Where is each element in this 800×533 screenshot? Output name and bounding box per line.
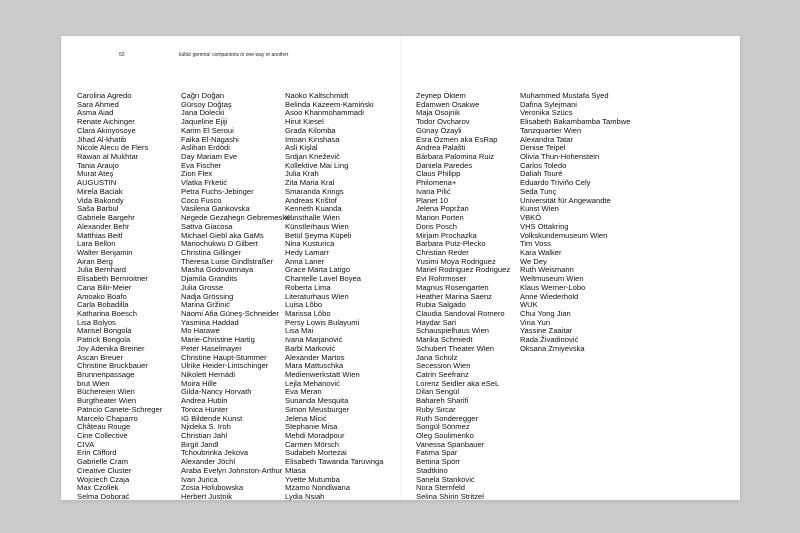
name-entry: Haydar Sari <box>416 317 457 327</box>
name-entry: Persy Lowis Bulayumi <box>285 317 360 327</box>
name-entry: Joy Adenika Breiner <box>77 343 145 353</box>
name-entry: Dafina Sylejmani <box>520 99 577 109</box>
name-entry: Djamila Grandits <box>181 274 238 284</box>
name-entry: Julia Bernhard <box>77 265 126 275</box>
name-entry: Jelena Micić <box>285 413 327 423</box>
name-entry: Mariochukwu D Gilbert <box>181 239 258 249</box>
name-entry: Ruth Sonderegger <box>416 413 479 423</box>
name-entry: Catrin Seefranz <box>416 370 469 379</box>
name-entry: Kunst Wien <box>520 204 559 214</box>
name-entry: Anna Laner <box>285 256 325 266</box>
name-entry: VHS Ottakring <box>520 221 569 231</box>
name-entry: Zeynep Öktem <box>416 91 466 100</box>
name-entry: Yusimi Moya Rodriguez <box>416 256 496 266</box>
name-entry: Eva Fischer <box>181 160 222 170</box>
name-entry: Veronika Szücs <box>520 108 573 118</box>
name-entry: Jaqueline Ejiji <box>181 117 228 127</box>
name-entry: Saša Barbul <box>77 204 119 214</box>
name-entry: Tchoubrinka Jekova <box>181 448 249 458</box>
name-entry: Kunsthalle Wien <box>285 213 340 223</box>
name-entry: Selina Shirin Stritzel <box>416 492 484 502</box>
name-entry: Carmen Mörsch <box>285 439 340 449</box>
name-entry: Hirut Kiesel <box>285 117 324 127</box>
name-entry: Vida Bakondy <box>77 195 124 205</box>
name-entry: Christian Jahl <box>181 431 228 441</box>
name-entry: Hedy Lamarr <box>285 247 329 257</box>
name-entry: Lorenz Seidler aka eSeL <box>416 378 500 388</box>
name-entry: Ascan Breuer <box>77 352 124 362</box>
name-entry: VBKÖ <box>520 213 542 223</box>
page-number: 52 <box>119 52 125 58</box>
name-entry: Anne Wiederhold <box>520 291 579 301</box>
name-entry: Gilda-Nancy Horvath <box>181 387 252 397</box>
name-entry: Zion Flex <box>181 169 213 179</box>
name-entry: Masha Godovannaya <box>181 265 254 275</box>
name-column-3 <box>285 92 384 502</box>
name-entry: Çağrı Doğan <box>181 91 225 100</box>
name-entry: Vanessa Spanbauer <box>416 439 485 449</box>
name-entry: Büchereien Wien <box>77 387 135 397</box>
name-entry: Brunnenpassage <box>77 370 135 379</box>
name-entry: Christine Haupt-Stummer <box>181 352 267 362</box>
name-entry: AUGUSTIN <box>77 178 117 188</box>
name-entry: Mehdi Moradpour <box>285 431 345 441</box>
name-entry: Smaranda Krings <box>285 186 344 196</box>
name-entry: Barbi Marković <box>285 343 336 353</box>
name-entry: Yassine Zaaitar <box>520 326 573 336</box>
name-entry: Marissa Lôbo <box>285 308 331 318</box>
name-entry: Stadtkino <box>416 465 448 475</box>
name-entry: Clara Akinyosoye <box>77 125 136 135</box>
name-entry: Andreas Krištof <box>285 195 337 205</box>
name-entry: Nora Sternfeld <box>416 483 465 493</box>
name-entry: Max Czollek <box>77 483 119 493</box>
name-entry: Bárbara Palomina Ruiz <box>416 152 495 162</box>
name-entry: Christine Bruckbauer <box>77 361 148 371</box>
name-entry: Kara Walker <box>520 247 562 257</box>
name-entry: Jana Dolecki <box>181 108 225 118</box>
name-entry: Mo Harawe <box>181 326 220 336</box>
name-entry: Katharina Boesch <box>77 308 137 318</box>
name-entry: Lisa Bolyos <box>77 317 116 327</box>
name-entry: Marisel Bongola <box>77 326 132 336</box>
name-entry: Todor Ovcharov <box>416 117 470 127</box>
name-entry: Stephanie Misa <box>285 422 338 432</box>
name-entry: Lydia Nsiah <box>285 492 325 502</box>
name-entry: Günay Özayli <box>416 125 462 135</box>
name-entry: Marion Porten <box>416 213 464 223</box>
name-entry: Ivan Jurica <box>181 474 218 484</box>
name-entry: Eduardo Triviño Cely <box>520 178 591 188</box>
name-entry: Burgtheater Wien <box>77 396 137 406</box>
name-entry: Claus Philipp <box>416 169 461 179</box>
name-column-5 <box>520 92 630 354</box>
name-entry: Simon Meusburger <box>285 404 350 414</box>
name-entry: Dilan Sengül <box>416 387 460 397</box>
name-entry: Julia Grosse <box>181 282 224 292</box>
name-entry: Luisa Lôbo <box>285 300 323 310</box>
name-entry: Barbara Putz-Plecko <box>416 239 486 249</box>
name-entry: Rawan al Mukhtar <box>77 152 139 162</box>
name-entry: Vlatka Frketić <box>181 178 227 188</box>
name-entry: Nina Kusturica <box>285 239 335 249</box>
name-entry: Araba Evelyn Johnston-Arthur <box>181 465 283 475</box>
name-entry: Universität für Angewandte <box>520 195 611 205</box>
name-entry: Fatima Spar <box>416 448 458 458</box>
name-entry: Lara Bellon <box>77 239 116 249</box>
name-entry: Songül Sönmez <box>416 422 470 432</box>
name-entry: Creative Cluster <box>77 465 132 475</box>
name-entry: Mirjam Prochazka <box>416 230 477 240</box>
name-entry: Ivana Pilić <box>416 186 451 196</box>
name-entry: Negede Gezahegn Gebremeskel <box>181 213 293 223</box>
name-entry: Murat Ateş <box>77 169 114 179</box>
name-entry: Literaturhaus Wien <box>285 291 349 301</box>
name-entry: Olivia Thun-Hohenstein <box>520 152 600 162</box>
name-entry: Yvette Mutumba <box>285 474 340 484</box>
name-entry: Sunanda Mesquita <box>285 396 349 406</box>
name-entry: Sara Ahmed <box>77 99 119 109</box>
name-entry: Planet 10 <box>416 195 449 205</box>
name-entry: Cine Collective <box>77 431 128 441</box>
name-entry: Château Rouge <box>77 422 131 432</box>
name-entry: Claudia Sandoval Romero <box>416 308 505 318</box>
name-entry: Alexander Martos <box>285 352 345 362</box>
name-entry: Chantelle Lavel Boyea <box>285 274 361 284</box>
name-entry: Julia Krah <box>285 169 319 179</box>
name-entry: Faika El-Nagashi <box>181 134 239 144</box>
name-entry: brut Wien <box>77 378 110 388</box>
name-entry: Coco Fusco <box>181 195 222 205</box>
name-entry: Roberta Lima <box>285 282 331 292</box>
name-entry: Daniela Paredes <box>416 160 473 170</box>
book-spread <box>61 36 740 500</box>
name-entry: Muhammed Mustafa Syed <box>520 91 609 100</box>
name-entry: Mtasa <box>285 465 306 475</box>
name-entry: Christina Gillinger <box>181 247 241 257</box>
name-entry: Magnus Rosengarten <box>416 282 489 292</box>
name-entry: We Dey <box>520 256 547 266</box>
name-entry: Sanela Stanković <box>416 474 475 484</box>
name-column-1 <box>77 92 162 502</box>
name-entry: Moira Hille <box>181 378 217 388</box>
name-entry: Day Mariam Eve <box>181 152 238 162</box>
name-entry: Marcelo Chaparro <box>77 413 138 423</box>
name-entry: Herbert Justnik <box>181 492 233 502</box>
name-entry: Aslihan Erdödi <box>181 143 230 153</box>
name-entry: Secession Wien <box>416 361 471 371</box>
name-entry: Esra Özmen aka EsRap <box>416 134 498 144</box>
name-entry: Alexandra Tatar <box>520 134 574 144</box>
name-entry: Yasmina Haddad <box>181 317 239 327</box>
name-entry: Carla Bobadilla <box>77 300 129 310</box>
name-entry: Ulrike Heider-Lintschinger <box>181 361 269 371</box>
name-entry: Tonica Hunter <box>181 404 228 414</box>
name-entry: Medienwerkstatt Wien <box>285 370 360 379</box>
name-entry: Tim Voss <box>520 239 551 249</box>
name-entry: Schubert Theater Wien <box>416 343 494 353</box>
name-entry: Philomena+ <box>416 178 457 188</box>
name-entry: Volkskundemuseum Wien <box>520 230 608 240</box>
name-entry: Marina Gržinić <box>181 300 230 310</box>
running-title: kültür gemma! companions in one way or another <box>179 52 289 58</box>
name-entry: Nikolett Hernádi <box>181 370 236 379</box>
name-entry: Ivana Marjanović <box>285 335 343 345</box>
name-entry: Denise Teipel <box>520 143 566 153</box>
name-entry: Selma Doborać <box>77 492 130 502</box>
name-entry: Chui Yong Jian <box>520 308 571 318</box>
name-entry: Asli Kişlal <box>285 143 318 153</box>
name-entry: Gabriele Bargehr <box>77 213 135 223</box>
name-entry: Eva Meran <box>285 387 322 397</box>
name-entry: Ruby Sircar <box>416 404 456 414</box>
name-entry: Nicole Alecu de Flers <box>77 143 149 153</box>
name-column-4 <box>416 92 510 502</box>
name-entry: Petra Fuchs-Jebinger <box>181 186 254 196</box>
name-entry: Vina Yun <box>520 317 551 327</box>
name-entry: Heather Marina Saenz <box>416 291 492 301</box>
name-entry: Andrea Hubin <box>181 396 228 406</box>
name-entry: Srdjan Kneževič <box>285 152 340 162</box>
name-entry: Andrea Palašti <box>416 143 466 153</box>
name-entry: Lejla Mehanović <box>285 378 340 388</box>
name-entry: Jelena Popržan <box>416 204 469 214</box>
name-entry: Matthias Beitl <box>77 230 123 240</box>
name-entry: Wojciech Czaja <box>77 474 130 484</box>
name-entry: Imoan Kinshasa <box>285 134 340 144</box>
name-entry: Renate Aichinger <box>77 117 135 127</box>
name-entry: WUK <box>520 300 538 310</box>
name-entry: CIVA <box>77 439 95 449</box>
name-entry: Michael Giebl aka GaMs <box>181 230 264 240</box>
name-entry: Theresa Luise Gindlstraßer <box>181 256 274 266</box>
name-entry: Naomi Afia Güneş-Schneider <box>181 308 279 318</box>
name-entry: Elisabeth Tawanda Taruvinga <box>285 457 384 467</box>
book-fold <box>400 36 402 500</box>
name-entry: Carolina Agredo <box>77 91 132 100</box>
name-entry: Sudabeh Mortezai <box>285 448 347 458</box>
name-entry: Bettina Spörr <box>416 457 461 467</box>
name-entry: Naoko Kaltschmidt <box>285 91 349 100</box>
name-entry: Tania Araujo <box>77 160 119 170</box>
name-entry: Schauspielhaus Wien <box>416 326 490 336</box>
name-entry: Kenneth Kuanda <box>285 204 342 214</box>
name-entry: Grada Kilomba <box>285 125 336 135</box>
name-entry: Mzamo Nondlwana <box>285 483 350 493</box>
name-entry: Marika Schmiedt <box>416 335 473 345</box>
name-entry: Evi Rohrmoser <box>416 274 467 284</box>
name-entry: Künstlerhaus Wien <box>285 221 349 231</box>
name-entry: Tanzquartier Wien <box>520 125 582 135</box>
name-entry: Njideka S. Iroh <box>181 422 231 432</box>
name-entry: Doris Posch <box>416 221 457 231</box>
name-entry: Carlos Toledo <box>520 160 567 170</box>
name-entry: Mara Mattuschka <box>285 361 344 371</box>
name-entry: Alexander Behr <box>77 221 130 231</box>
name-entry: Edamwen Osakwe <box>416 99 480 109</box>
name-entry: Klaus Werner-Lobo <box>520 282 586 292</box>
name-entry: IG Bildende Kunst <box>181 413 243 423</box>
name-entry: Oksana Zmiyevska <box>520 343 585 353</box>
name-entry: Elisabeth Bernroitner <box>77 274 148 284</box>
name-entry: Zosia Holubowska <box>181 483 244 493</box>
name-entry: Mirela Baciak <box>77 186 123 196</box>
name-entry: Jihad Al-khatib <box>77 134 127 144</box>
name-entry: Airan Berg <box>77 256 113 266</box>
name-entry: Oleg Soulimenko <box>416 431 474 441</box>
name-entry: Betül Şeyma Küpeli <box>285 230 352 240</box>
name-entry: Maja Osojnik <box>416 108 460 118</box>
name-entry: Walter Benjamin <box>77 247 133 257</box>
name-entry: Rubia Salgado <box>416 300 466 310</box>
name-entry: Asoo Khanmohammadi <box>285 108 364 118</box>
name-entry: Belinda Kazeem-Kamiński <box>285 99 374 109</box>
name-entry: Weltmuseum Wien <box>520 274 584 284</box>
name-entry: Peter Haselmayer <box>181 343 242 353</box>
name-entry: Erin Clifford <box>77 448 117 458</box>
name-entry: Kollektive Mai Ling <box>285 160 349 170</box>
name-entry: Christian Reder <box>416 247 469 257</box>
name-entry: Lisa Mai <box>285 326 314 336</box>
name-entry: Mariel Rodriguez Rodriguez <box>416 265 511 275</box>
name-entry: Bahareh Sharifi <box>416 396 469 406</box>
name-entry: Daliah Touré <box>520 169 563 179</box>
name-entry: Patricio Canete-Schreger <box>77 404 163 414</box>
name-entry: Patrick Bongola <box>77 335 131 345</box>
name-entry: Marie-Christine Hartig <box>181 335 255 345</box>
name-entry: Nadja Grössing <box>181 291 234 301</box>
name-entry: Amoako Boafo <box>77 291 127 301</box>
name-entry: Alexander Jöchl <box>181 457 236 467</box>
name-entry: Elisabeth Bakambamba Tambwe <box>520 117 631 127</box>
name-entry: Gürsoy Doğtaş <box>181 99 232 109</box>
name-entry: Gabrielle Cram <box>77 457 129 467</box>
name-entry: Grace Marta Latigo <box>285 265 350 275</box>
name-entry: Jana Schulz <box>416 352 458 362</box>
name-entry: Zita Maria Kral <box>285 178 335 188</box>
name-entry: Ruth Weismann <box>520 265 574 275</box>
name-entry: Rada Živadinović <box>520 335 579 345</box>
name-column-2 <box>181 92 292 502</box>
name-entry: Seda Tunç <box>520 186 557 196</box>
name-entry: Asma Aiad <box>77 108 114 118</box>
name-entry: Vasilena Gankovska <box>181 204 250 214</box>
name-entry: Karim El Seroui <box>181 125 234 135</box>
name-entry: Cana Bilir-Meier <box>77 282 132 292</box>
name-entry: Sattva Giacosa <box>181 221 233 231</box>
name-entry: Birgit Jandl <box>181 439 219 449</box>
